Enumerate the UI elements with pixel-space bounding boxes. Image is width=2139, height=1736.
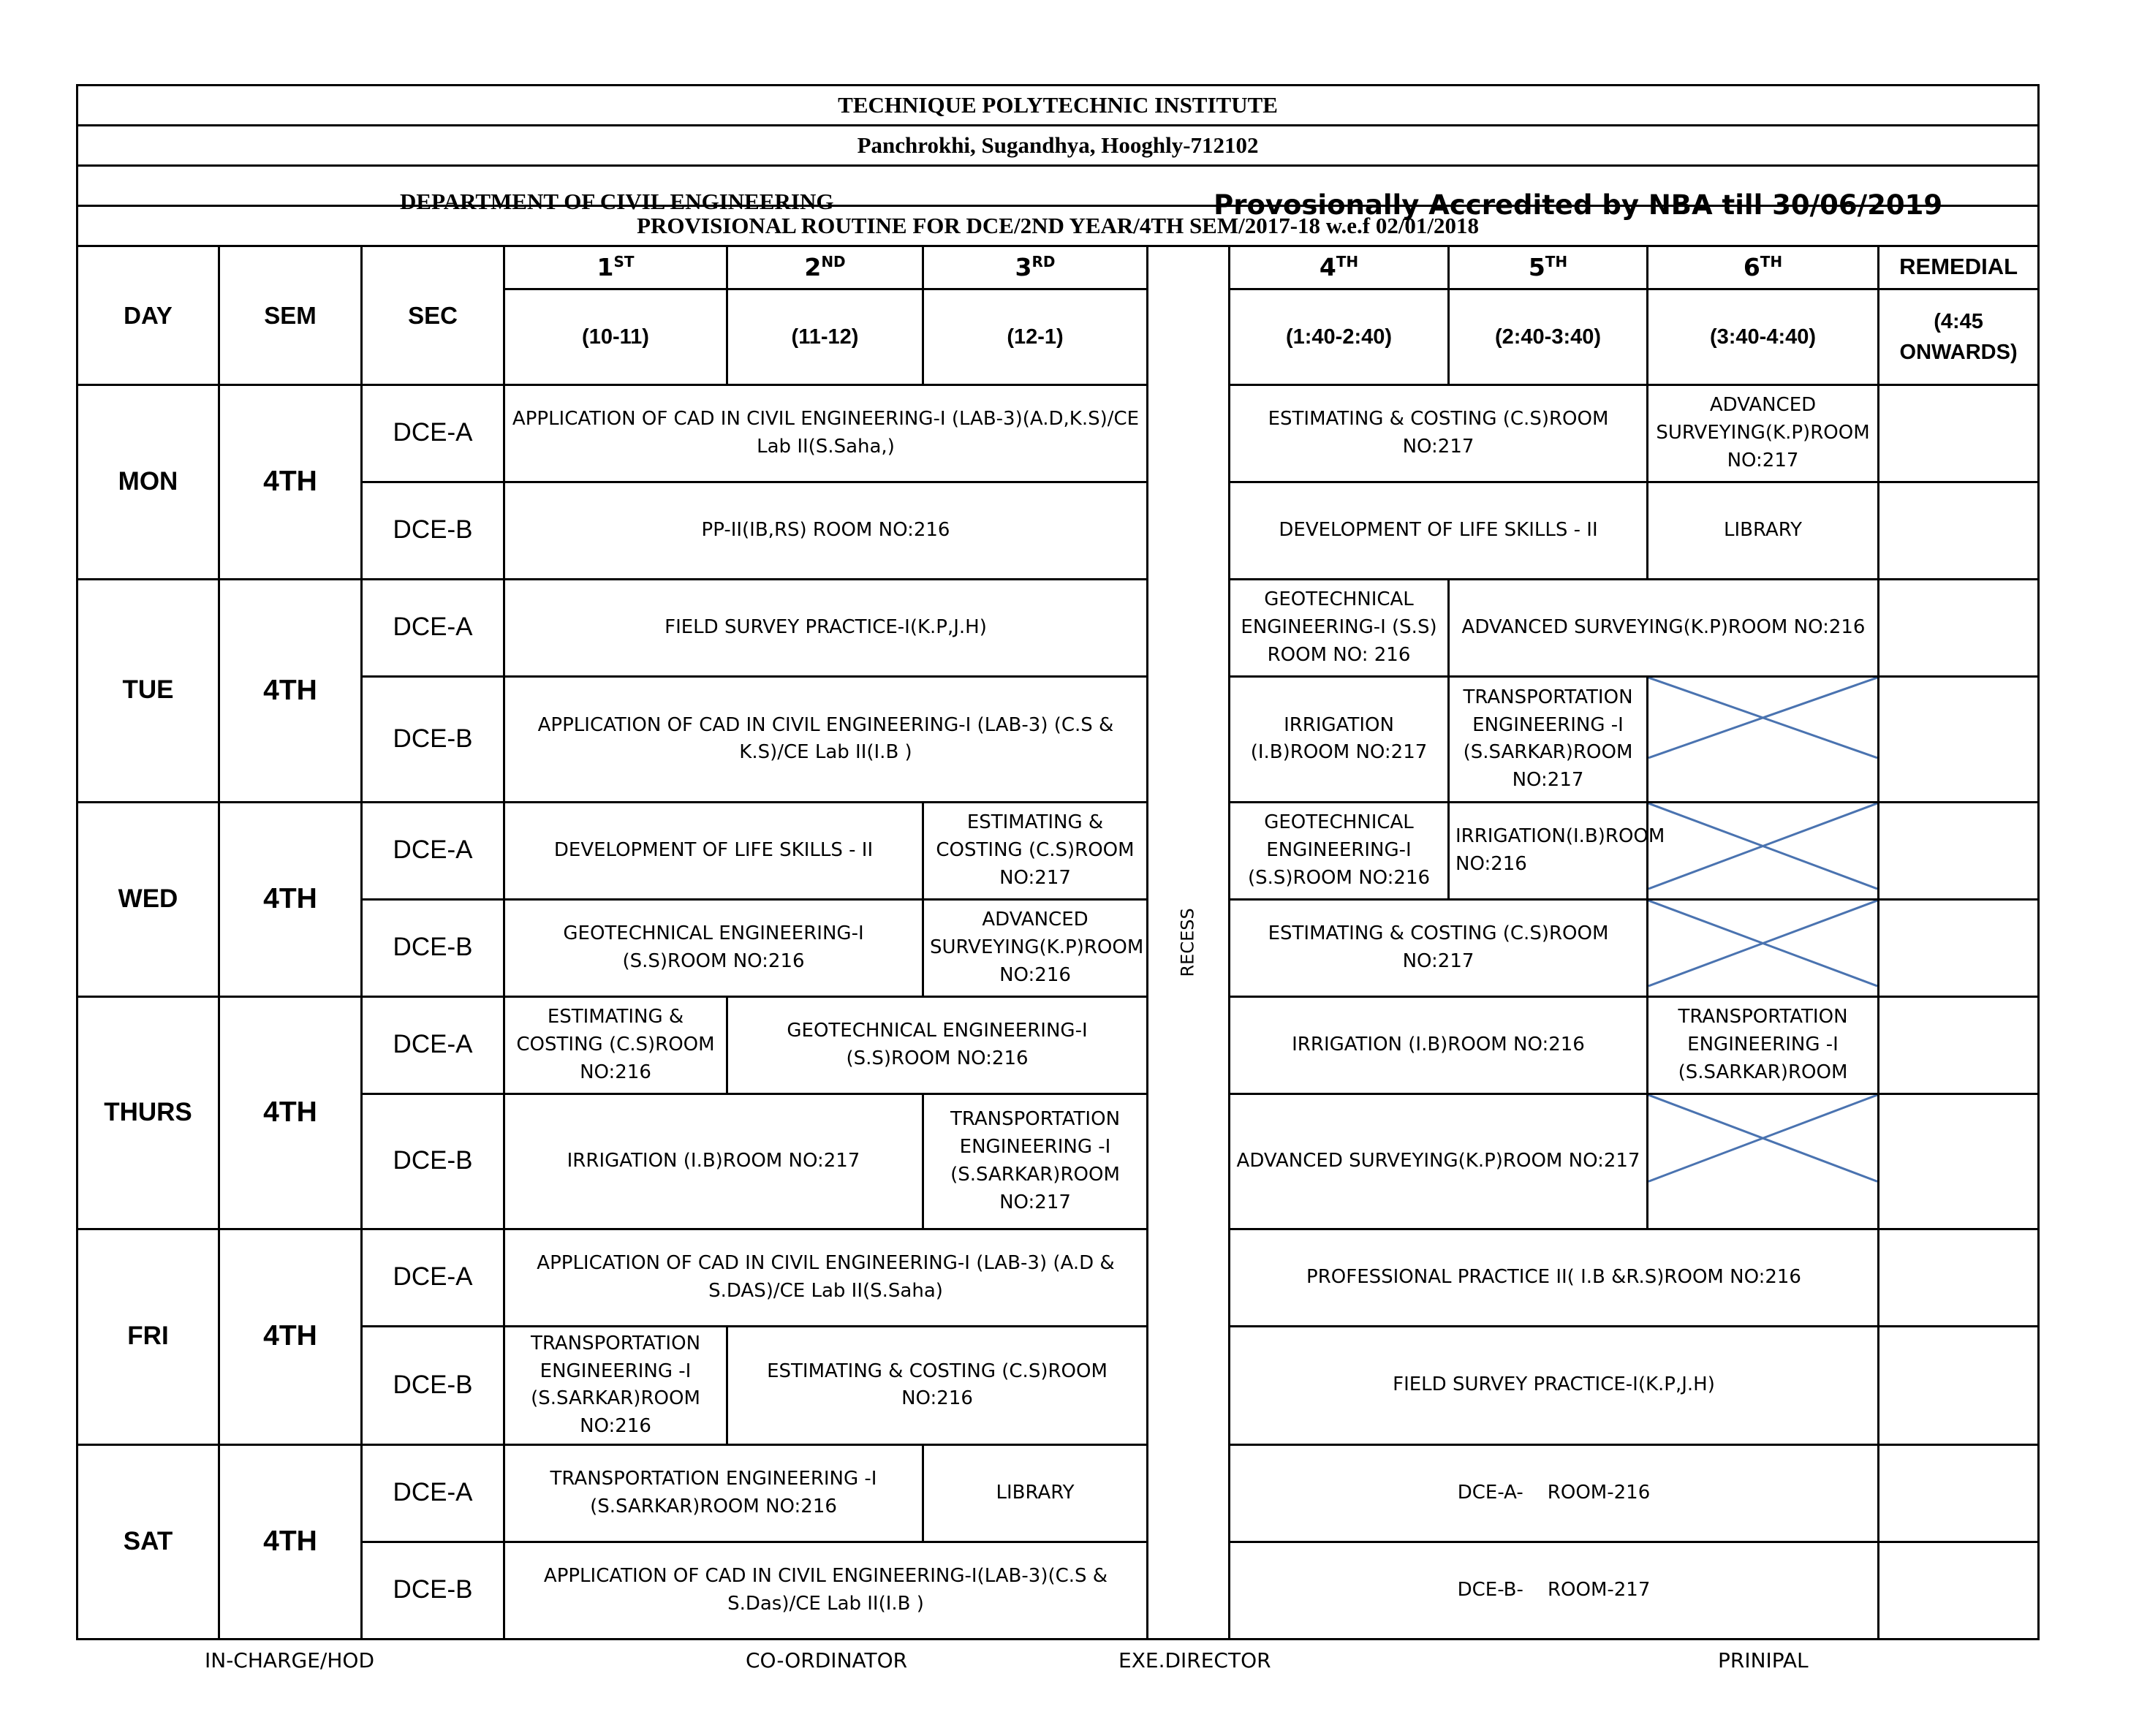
sec-wed-a: DCE-A [362, 802, 504, 899]
col-header-remedial: REMEDIAL [1879, 246, 2039, 289]
slot-mon-b-morning: PP-II(IB,RS) ROOM NO:216 [504, 482, 1148, 579]
slot-wed-b-p12: GEOTECHNICAL ENGINEERING-I (S.S)ROOM NO:216 [504, 899, 923, 996]
day-fri: FRI [77, 1229, 219, 1444]
slot-wed-b-p3: ADVANCED SURVEYING(K.P)ROOM NO:216 [923, 899, 1148, 996]
sem-tue: 4TH [219, 579, 362, 802]
remedial-sat-b [1879, 1542, 2039, 1639]
sem-thu: 4TH [219, 996, 362, 1229]
sec-fri-a: DCE-A [362, 1229, 504, 1326]
routine-sheet [76, 84, 2037, 1643]
slot-mon-b-p45: DEVELOPMENT OF LIFE SKILLS - II [1230, 482, 1648, 579]
slot-sat-b-morning: APPLICATION OF CAD IN CIVIL ENGINEERING-I(LAB-3)(C.S & S.Das)/CE Lab II(I.B ) [504, 1542, 1148, 1639]
sem-fri: 4TH [219, 1229, 362, 1444]
empty-slot-cross [1648, 676, 1879, 802]
period-3-label: 3RD [923, 246, 1148, 289]
day-tue: TUE [77, 579, 219, 802]
signature-incharge-hod: IN-CHARGE/HOD [205, 1648, 374, 1672]
sem-mon: 4TH [219, 384, 362, 579]
sem-wed: 4TH [219, 802, 362, 996]
institute-address: Panchrokhi, Sugandhya, Hooghly-712102 [77, 126, 2039, 166]
routine-table [76, 84, 2040, 1640]
remedial-tue-b [1879, 676, 2039, 802]
institute-name: TECHNIQUE POLYTECHNIC INSTITUTE [77, 86, 2039, 126]
remedial-time: (4:45 ONWARDS) [1879, 289, 2039, 384]
period-2-time: (11-12) [727, 289, 923, 384]
slot-fri-a-afternoon: PROFESSIONAL PRACTICE II( I.B &R.S)ROOM NO:216 [1230, 1229, 1879, 1326]
period-1-label: 1ST [504, 246, 727, 289]
slot-tue-a-p4: GEOTECHNICAL ENGINEERING-I (S.S) ROOM NO: 216 [1230, 579, 1449, 676]
slot-thu-a-p45: IRRIGATION (I.B)ROOM NO:216 [1230, 996, 1648, 1093]
slot-wed-a-p5: IRRIGATION(I.B)ROOM NO:216 [1449, 802, 1648, 899]
slot-wed-a-p12: DEVELOPMENT OF LIFE SKILLS - II [504, 802, 923, 899]
sem-sat: 4TH [219, 1444, 362, 1639]
sec-sat-a: DCE-A [362, 1444, 504, 1542]
sec-thu-b: DCE-B [362, 1093, 504, 1229]
remedial-wed-a [1879, 802, 2039, 899]
period-4-label: 4TH [1230, 246, 1449, 289]
slot-tue-a-morning: FIELD SURVEY PRACTICE-I(K.P,J.H) [504, 579, 1148, 676]
remedial-tue-a [1879, 579, 2039, 676]
empty-slot-cross [1648, 802, 1879, 899]
period-2-label: 2ND [727, 246, 923, 289]
remedial-mon-b [1879, 482, 2039, 579]
sec-mon-a: DCE-A [362, 384, 504, 482]
day-thu: THURS [77, 996, 219, 1229]
remedial-thu-b [1879, 1093, 2039, 1229]
sec-sat-b: DCE-B [362, 1542, 504, 1639]
slot-thu-a-p1: ESTIMATING & COSTING (C.S)ROOM NO:216 [504, 996, 727, 1093]
col-header-sec: SEC [362, 246, 504, 385]
slot-sat-a-afternoon: DCE-A- ROOM-216 [1230, 1444, 1879, 1542]
slot-thu-a-p6: TRANSPORTATION ENGINEERING -I (S.SARKAR)ROOM [1648, 996, 1879, 1093]
department-row [77, 166, 2039, 221]
slot-mon-a-p6: ADVANCED SURVEYING(K.P)ROOM NO:217 [1648, 384, 1879, 482]
day-sat: SAT [77, 1444, 219, 1639]
remedial-fri-a [1879, 1229, 2039, 1326]
slot-thu-b-p45: ADVANCED SURVEYING(K.P)ROOM NO:217 [1230, 1093, 1648, 1229]
slot-sat-a-p3: LIBRARY [923, 1444, 1148, 1542]
day-wed: WED [77, 802, 219, 996]
period-6-label: 6TH [1648, 246, 1879, 289]
recess-column [1148, 246, 1230, 1640]
empty-slot-cross [1648, 899, 1879, 996]
day-mon: MON [77, 384, 219, 579]
period-5-label: 5TH [1449, 246, 1648, 289]
empty-slot-cross [1648, 1093, 1879, 1229]
col-header-day: DAY [77, 246, 219, 385]
slot-tue-b-p5: TRANSPORTATION ENGINEERING -I (S.SARKAR)ROOM NO:217 [1449, 676, 1648, 802]
slot-tue-b-p4: IRRIGATION (I.B)ROOM NO:217 [1230, 676, 1449, 802]
period-3-time: (12-1) [923, 289, 1148, 384]
slot-fri-b-p23: ESTIMATING & COSTING (C.S)ROOM NO:216 [727, 1326, 1148, 1444]
slot-wed-a-p4: GEOTECHNICAL ENGINEERING-I (S.S)ROOM NO:216 [1230, 802, 1449, 899]
accreditation-note: Provosionally Accredited by NBA till 30/06/2019 [1214, 189, 1943, 221]
slot-wed-b-p45: ESTIMATING & COSTING (C.S)ROOM NO:217 [1230, 899, 1648, 996]
sec-wed-b: DCE-B [362, 899, 504, 996]
slot-sat-a-p12: TRANSPORTATION ENGINEERING -I (S.SARKAR)ROOM NO:216 [504, 1444, 923, 1542]
slot-fri-b-afternoon: FIELD SURVEY PRACTICE-I(K.P,J.H) [1230, 1326, 1879, 1444]
slot-mon-b-p6: LIBRARY [1648, 482, 1879, 579]
slot-mon-a-p45: ESTIMATING & COSTING (C.S)ROOM NO:217 [1230, 384, 1648, 482]
remedial-sat-a [1879, 1444, 2039, 1542]
slot-tue-b-morning: APPLICATION OF CAD IN CIVIL ENGINEERING-I (LAB-3) (C.S & K.S)/CE Lab II(I.B ) [504, 676, 1148, 802]
remedial-fri-b [1879, 1326, 2039, 1444]
remedial-wed-b [1879, 899, 2039, 996]
sec-tue-a: DCE-A [362, 579, 504, 676]
slot-fri-b-p1: TRANSPORTATION ENGINEERING -I (S.SARKAR)ROOM NO:216 [504, 1326, 727, 1444]
period-4-time: (1:40-2:40) [1230, 289, 1449, 384]
signature-principal: PRINIPAL [1718, 1648, 1809, 1672]
remedial-mon-a [1879, 384, 2039, 482]
remedial-thu-a [1879, 996, 2039, 1093]
recess-label: RECESS [1178, 908, 1199, 977]
slot-wed-a-p3: ESTIMATING & COSTING (C.S)ROOM NO:217 [923, 802, 1148, 899]
period-6-time: (3:40-4:40) [1648, 289, 1879, 384]
slot-tue-a-p56: ADVANCED SURVEYING(K.P)ROOM NO:216 [1449, 579, 1879, 676]
sec-tue-b: DCE-B [362, 676, 504, 802]
slot-fri-a-morning: APPLICATION OF CAD IN CIVIL ENGINEERING-I (LAB-3) (A.D & S.DAS)/CE Lab II(S.Saha) [504, 1229, 1148, 1326]
slot-thu-b-p3: TRANSPORTATION ENGINEERING -I (S.SARKAR)ROOM NO:217 [923, 1093, 1148, 1229]
period-1-time: (10-11) [504, 289, 727, 384]
slot-sat-b-afternoon: DCE-B- ROOM-217 [1230, 1542, 1879, 1639]
department-name: DEPARTMENT OF CIVIL ENGINEERING [400, 189, 834, 214]
sec-thu-a: DCE-A [362, 996, 504, 1093]
slot-mon-a-morning: APPLICATION OF CAD IN CIVIL ENGINEERING-I (LAB-3)(A.D,K.S)/CE Lab II(S.Saha,) [504, 384, 1148, 482]
sec-mon-b: DCE-B [362, 482, 504, 579]
col-header-sem: SEM [219, 246, 362, 385]
signature-coordinator: CO-ORDINATOR [746, 1648, 908, 1672]
period-5-time: (2:40-3:40) [1449, 289, 1648, 384]
routine-title: PROVISIONAL ROUTINE FOR DCE/2ND YEAR/4TH SEM/2017-18 w.e.f 02/01/2018 [77, 206, 2039, 246]
sec-fri-b: DCE-B [362, 1326, 504, 1444]
slot-thu-a-p23: GEOTECHNICAL ENGINEERING-I (S.S)ROOM NO:216 [727, 996, 1148, 1093]
slot-thu-b-p12: IRRIGATION (I.B)ROOM NO:217 [504, 1093, 923, 1229]
signature-exe-director: EXE.DIRECTOR [1118, 1648, 1271, 1672]
